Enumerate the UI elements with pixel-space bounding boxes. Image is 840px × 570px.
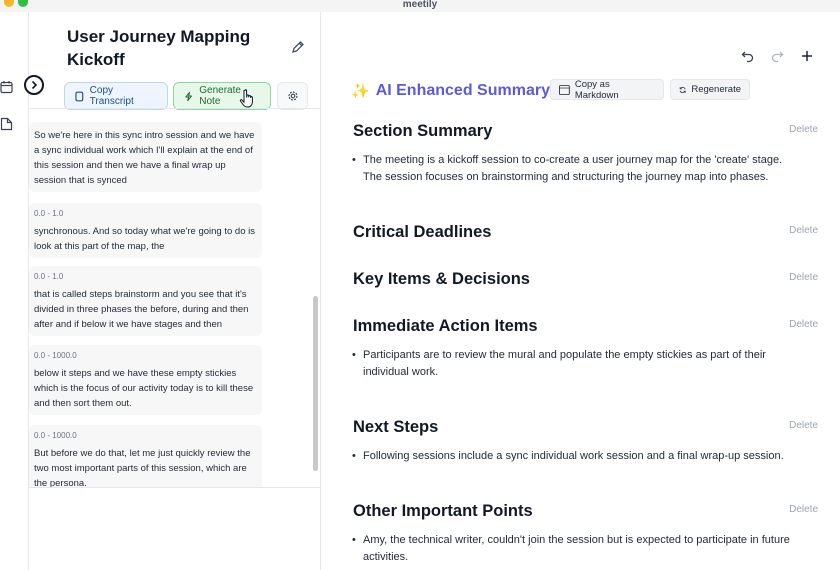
transcript-segment[interactable] bbox=[29, 203, 262, 258]
transcript-segment-time: 0.0 - 1.0 bbox=[34, 209, 64, 218]
summary-section bbox=[353, 269, 823, 289]
section-item[interactable]: • Following sessions include a sync individual work session and a final wrap-up session. bbox=[353, 448, 803, 465]
transcript-segment-text: that is called steps brainstorm and you see that it's divided in three phases the before, during and then after and if below it we have stages and then bbox=[34, 289, 249, 330]
transcript-segment-text: So we're here in this sync intro session and we have a sync individual work which I'll explain at the end of this session and then we have a final wrap up session that is synced bbox=[34, 130, 255, 186]
section-item[interactable]: • Amy, the technical writer, couldn't join the session but is expected to participate in future activities. bbox=[353, 532, 803, 566]
section-items bbox=[353, 152, 823, 186]
copy-transcript-label: Copy Transcript bbox=[89, 85, 134, 107]
section-title[interactable]: Next Steps bbox=[353, 418, 439, 436]
summary-section bbox=[353, 222, 823, 242]
sidebar-toggle-button[interactable] bbox=[24, 75, 44, 95]
panel-divider bbox=[29, 108, 321, 109]
section-title[interactable]: Immediate Action Items bbox=[353, 317, 538, 335]
redo-icon[interactable] bbox=[770, 49, 784, 63]
summary-section bbox=[353, 316, 823, 381]
section-items bbox=[353, 347, 823, 381]
section-title[interactable]: Critical Deadlines bbox=[353, 223, 492, 241]
delete-section-button[interactable]: Delete bbox=[789, 504, 818, 515]
transcript-segment[interactable] bbox=[29, 425, 262, 487]
document-icon[interactable] bbox=[0, 117, 14, 131]
copy-as-markdown-label: Copy as Markdown bbox=[574, 78, 619, 101]
delete-section-button[interactable]: Delete bbox=[789, 272, 818, 283]
delete-section-button[interactable]: Delete bbox=[789, 225, 818, 236]
copy-transcript-button[interactable] bbox=[64, 82, 168, 110]
gear-icon bbox=[287, 90, 299, 102]
regenerate-label: Regenerate bbox=[691, 84, 741, 95]
window-titlebar bbox=[0, 0, 840, 12]
calendar-icon[interactable] bbox=[0, 80, 14, 94]
panel-bottom-divider bbox=[29, 487, 321, 488]
undo-icon[interactable] bbox=[741, 49, 755, 63]
summary-header bbox=[351, 80, 550, 102]
transcript-segment[interactable] bbox=[29, 345, 262, 415]
copy-as-markdown-button[interactable] bbox=[550, 79, 664, 100]
meeting-title: User Journey Mapping Kickoff bbox=[67, 27, 251, 69]
summary-section bbox=[353, 121, 823, 186]
markdown-icon bbox=[559, 85, 570, 95]
transcript-segment-text: synchronous. And so today what we're going to do is look at this part of the map, the bbox=[34, 226, 255, 252]
pencil-icon bbox=[291, 40, 305, 54]
section-items bbox=[353, 448, 823, 465]
refresh-icon bbox=[679, 85, 686, 95]
delete-section-button[interactable]: Delete bbox=[789, 319, 818, 330]
summary-area bbox=[321, 12, 840, 570]
transcript-segment-time: 0.0 - 1000.0 bbox=[34, 431, 77, 440]
transcript-scrollbar[interactable] bbox=[313, 296, 318, 471]
regenerate-button[interactable] bbox=[670, 79, 750, 100]
section-item[interactable]: • The meeting is a kickoff session to co-create a user journey map for the 'create' stage. The session focuses on brainstorming and structuring the journey map into phases. bbox=[353, 152, 803, 186]
transcript-segment-text: below it steps and we have these empty stickies which is the focus of our activity today is to kill these and then sort them out. bbox=[34, 368, 254, 409]
app-title: meetily bbox=[402, 0, 438, 10]
section-title[interactable]: Section Summary bbox=[353, 122, 493, 140]
transcript-segment[interactable] bbox=[29, 122, 262, 192]
summary-section bbox=[353, 501, 823, 566]
edit-title-button[interactable] bbox=[291, 40, 307, 56]
transcript-segment-time: 0.0 - 1000.0 bbox=[34, 351, 77, 360]
copy-icon bbox=[75, 91, 84, 102]
chevron-right-icon bbox=[29, 80, 39, 90]
section-title[interactable]: Other Important Points bbox=[353, 502, 533, 520]
lightning-icon bbox=[184, 91, 193, 102]
hand-cursor-icon bbox=[239, 88, 257, 110]
section-item[interactable]: • Participants are to review the mural and populate the empty stickies as part of their individual work. bbox=[353, 347, 803, 381]
summary-title: AI Enhanced Summary bbox=[375, 82, 550, 99]
transcript-segment[interactable] bbox=[29, 266, 262, 336]
left-rail bbox=[0, 12, 29, 570]
transcript-segment-time: 0.0 - 1.0 bbox=[34, 272, 64, 281]
sparkles-icon: ✨ bbox=[351, 83, 370, 100]
delete-section-button[interactable]: Delete bbox=[789, 124, 818, 135]
generate-note-label: Generate Note bbox=[199, 85, 241, 107]
section-items bbox=[353, 532, 823, 566]
plus-icon[interactable] bbox=[800, 49, 814, 63]
settings-button[interactable] bbox=[277, 82, 308, 110]
summary-section bbox=[353, 417, 823, 465]
transcript-segment-text: But before we do that, let me just quickly review the two most important parts of this session, which are the persona. bbox=[34, 448, 251, 487]
delete-section-button[interactable]: Delete bbox=[789, 420, 818, 431]
section-title[interactable]: Key Items & Decisions bbox=[353, 270, 530, 288]
